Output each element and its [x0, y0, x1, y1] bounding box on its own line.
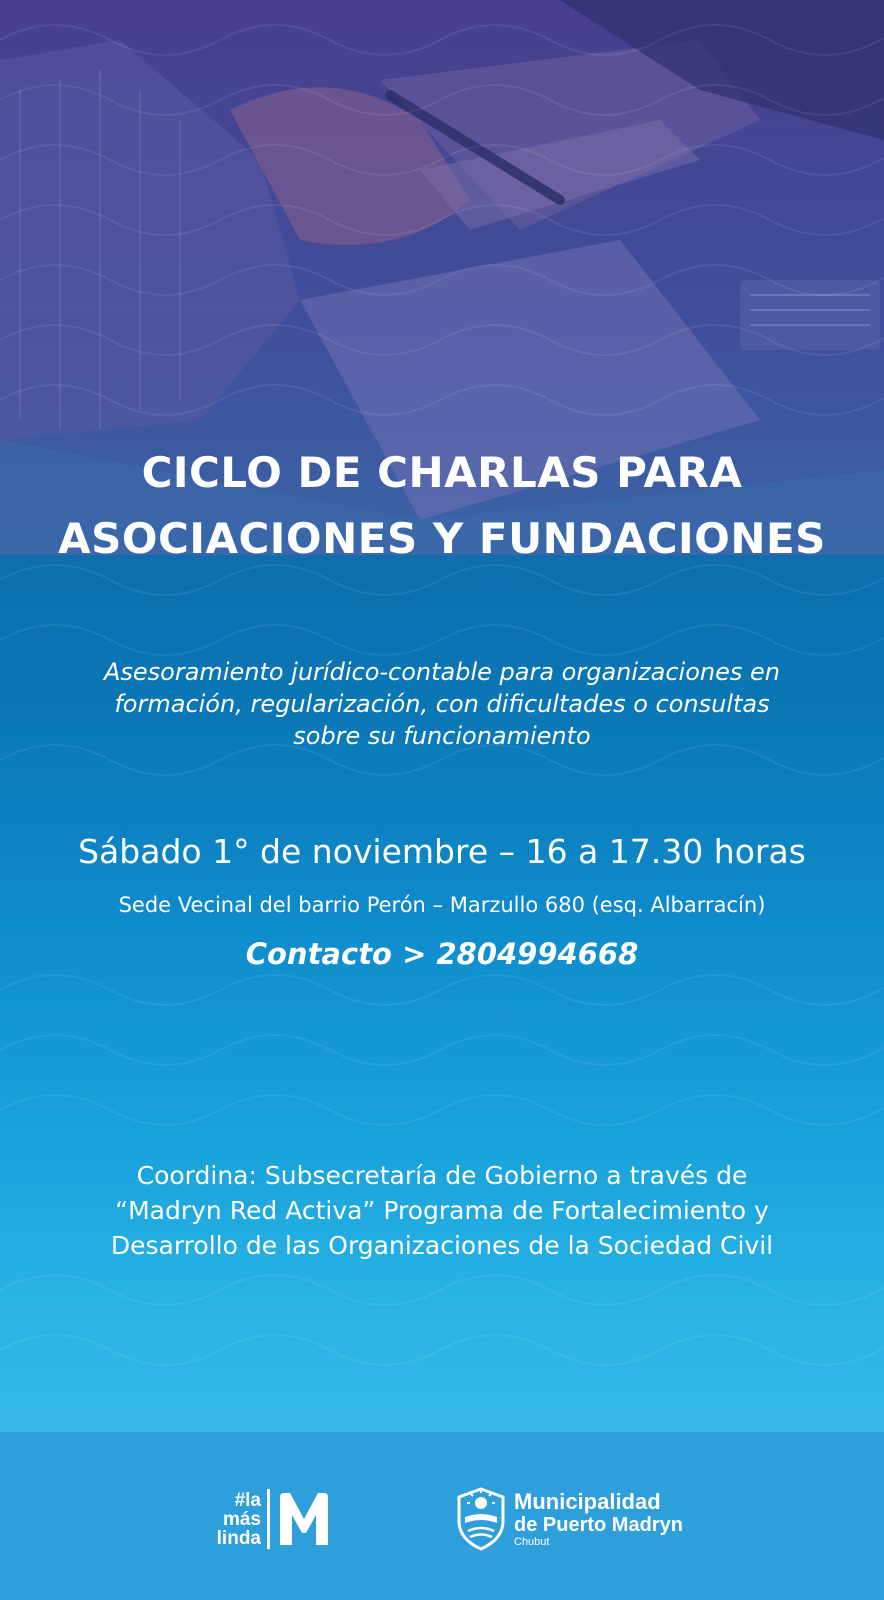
coordination-line-2: “Madryn Red Activa” Programa de Fortalecimiento y — [115, 1196, 769, 1225]
hashtag-text — [205, 1491, 261, 1548]
title-line-2: ASOCIACIONES Y FUNDACIONES — [58, 514, 826, 563]
la-mas-linda-logo — [205, 1487, 335, 1551]
coordination-text — [50, 1158, 834, 1263]
municipalidad-logo — [456, 1484, 716, 1554]
coat-of-arms-icon — [456, 1487, 506, 1551]
municipalidad-text — [514, 1490, 683, 1548]
subtitle-line-1: Asesoramiento jurídico-contable para organizaciones en — [103, 658, 780, 686]
coordination-line-3: Desarrollo de las Organizaciones de la Sociedad Civil — [110, 1231, 774, 1260]
event-date: Sábado 1° de noviembre – 16 a 17.30 horas — [78, 832, 806, 871]
subtitle-line-2: formación, regularización, con dificultades o consultas — [114, 690, 770, 718]
title-line-1: CICLO DE CHARLAS PARA — [141, 448, 743, 497]
hashtag-line-1: #la — [234, 1489, 261, 1511]
subtitle-line-3: sobre su funcionamiento — [293, 722, 591, 750]
page-title — [0, 440, 884, 572]
muni-line-3: Chubut — [514, 1536, 550, 1548]
hashtag-line-3: linda — [216, 1527, 261, 1549]
subtitle — [50, 656, 834, 752]
muni-line-2: de Puerto Madryn — [514, 1514, 683, 1536]
event-contact: Contacto > 2804994668 — [245, 937, 639, 971]
footer-band — [0, 1432, 884, 1600]
logo-divider — [267, 1489, 270, 1549]
hashtag-line-2: más — [222, 1508, 261, 1530]
event-place: Sede Vecinal del barrio Perón – Marzullo 680 (esq. Albarracín) — [118, 893, 766, 917]
muni-line-1: Municipalidad — [514, 1489, 661, 1514]
m-logo-icon — [274, 1489, 334, 1549]
coordination-line-1: Coordina: Subsecretaría de Gobierno a través de — [136, 1161, 748, 1190]
